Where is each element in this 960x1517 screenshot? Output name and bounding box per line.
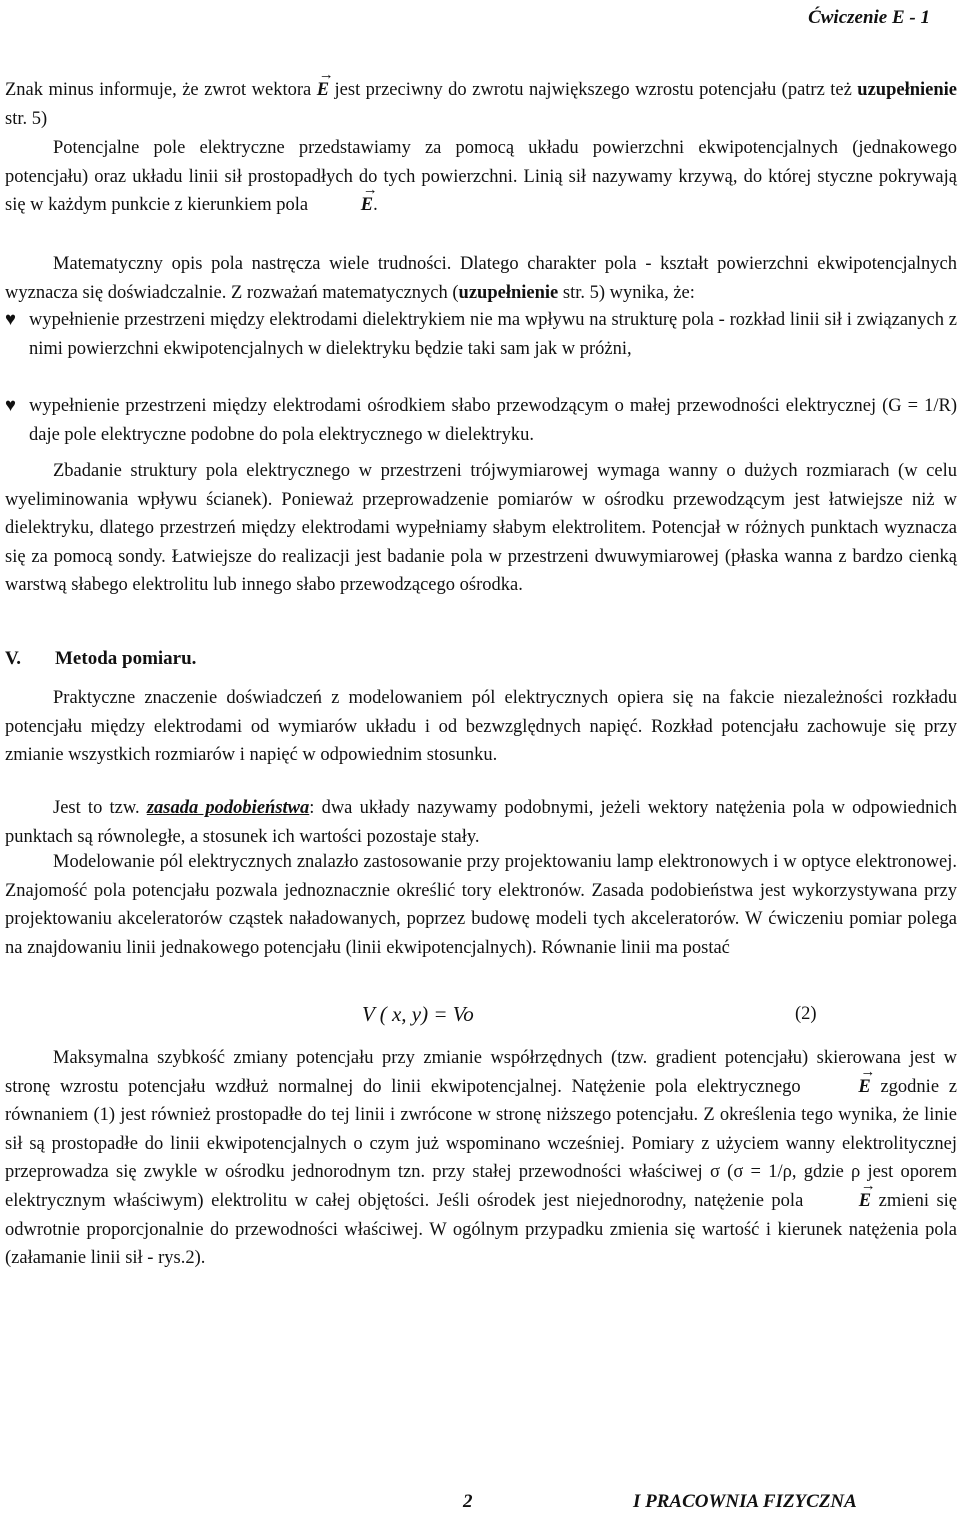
paragraph-5: [5, 794, 957, 851]
defined-term: zasada podobieństwa: [146, 798, 310, 818]
running-header: Ćwiczenie E - 1: [808, 7, 930, 28]
text: str. 5): [5, 108, 48, 129]
text: .: [373, 195, 378, 216]
vector-e-symbol: → E: [317, 76, 329, 105]
vector-e-symbol: → E: [313, 191, 373, 220]
heart-bullet-icon: ♥: [5, 396, 16, 416]
paragraph-2b: [5, 250, 957, 307]
bullet-text: wypełnienie przestrzeni między elektrodami dielektrykiem nie ma wpływu na strukturę pola - rozkład linii sił i związanych z nimi powierzchni ekwipotencjalnych w dielektryku będzie taki sam jak w próżni,: [29, 310, 957, 359]
text: str. 5) wynika, że:: [558, 282, 695, 303]
bold-term: uzupełnienie: [458, 282, 559, 303]
paragraph-3: Zbadanie struktury pola elektrycznego w przestrzeni trójwymiarowej wymaga wanny o dużych rozmiarach (w celu wyeliminowania wpływu ścianek). Ponieważ przeprowadzenie pomiarów w ośrodku przewodzącym jest łatwiejsze niż w dielektryku, dlatego przestrzeń między elektrodami wypełniamy słabym elektrolitem. Potencjał w różnych punktach wyznacza się za pomocą sondy. Łatwiejsze do realizacji jest badanie pola w przestrzeni dwuwymiarowej (płaska wanna z bardzo cienką warstwą słabego elektrolitu lub innego słabo przewodzącego ośrodka.: [5, 461, 957, 596]
bullet-item-2: [5, 392, 957, 449]
bullet-item-1: [5, 306, 957, 363]
paragraph-1: [5, 76, 957, 133]
text: : dwa układy nazywamy podobnymi, jeżeli wektory natężenia pola w odpowiednich punktach są równoległe, a stosunek ich wartości pozostaje stały.: [5, 798, 957, 847]
text: jest przeciwny do zwrotu największego wzrostu potencjału (patrz też: [329, 80, 858, 100]
section-heading: [5, 645, 196, 674]
section-number: V.: [5, 648, 22, 669]
paragraph-4: Praktyczne znaczenie doświadczeń z modelowaniem pól elektrycznych opiera się na fakcie niezależności rozkładu potencjału między elektrodami od wymiarów układu i od bezwzględnych napięć. Rozkład potencjału zachowuje się przy zmianie wszystkich rozmiarów i napięć w odpowiednim stosunku.: [5, 688, 957, 766]
text: zmieni się odwrotnie proporcjonalnie do przewodności właściwej. W ogólnym przypadku zmienia się wartość i kierunek natężenia pola (załamanie linii sił - rys.2).: [5, 1190, 957, 1269]
footer-title: I PRACOWNIA FIZYCZNA: [633, 1491, 857, 1512]
text: zgodnie z równaniem (1) jest również prostopadłe do tej linii i zwrócone w stronę niższego potencjału. Z określenia tego wynika, że linie sił są prostopadłe do linii ekwipotencjalnych o czym już wspominano wcześniej. Pomiary z użyciem wanny elektrolitycznej przeprowadza się zwykle w ośrodku jednorodnym tzn. przy stałej przewodności właściwej σ (σ = 1/ρ, gdzie ρ jest oporem elektrycznym właściwym) elektrolitu w całej objętości. Jeśli ośrodek jest niejednorodny, natężenie pola: [5, 1076, 957, 1211]
text: Potencjalne pole elektryczne przedstawiamy za pomocą układu powierzchni ekwipotencjalnych (jednakowego potencjału) oraz układu linii sił prostopadłych do tych powierzchni. Linią sił nazywamy krzywą, do której styczne pokrywają się w każdym punkcie z kierunkiem pola: [5, 138, 957, 216]
paragraph-2: [5, 134, 957, 220]
section-title: Metoda pomiaru.: [55, 648, 197, 669]
vector-e-symbol: → E: [810, 1073, 870, 1102]
paragraph-6: Modelowanie pól elektrycznych znalazło zastosowanie przy projektowaniu lamp elektronowych i w optyce elektronowej. Znajomość pola potencjału pozwala jednoznacznie określić tory elektronów. Zasada podobieństwa jest wykorzystywana przy projektowaniu akceleratorów cząstek naładowanych, poprzez budowę modeli tych akceleratorów. W ćwiczeniu pomiar polega na znajdowaniu linii jednakowego potencjału (linii ekwipotencjalnych). Równanie linii ma postać: [5, 852, 957, 958]
equation: V ( x, y) = Vo: [362, 1002, 474, 1026]
heart-bullet-icon: ♥: [5, 310, 16, 330]
text: Matematyczny opis pola nastręcza wiele trudności. Dlatego charakter pola - kształt powierzchni ekwipotencjalnych wyznacza się doświadczalnie. Z rozważań matematycznych (: [5, 254, 957, 303]
text: Jest to tzw.: [53, 798, 147, 818]
equation-number: (2): [795, 1004, 817, 1024]
text: Maksymalna szybkość zmiany potencjału przy zmianie współrzędnych (tzw. gradient potencjału) skierowana jest w stronę wzrostu potencjału wzdłuż normalnej do linii ekwipotencjalnej. Natężenie pola elektrycznego: [5, 1048, 957, 1097]
page-number: 2: [463, 1491, 473, 1512]
bullet-text: wypełnienie przestrzeni między elektrodami ośrodkiem słabo przewodzącym o małej przewodności elektrycznej (G = 1/R) daje pole elektryczne podobne do pola elektrycznego w dielektryku.: [29, 396, 957, 445]
bold-term: uzupełnienie: [857, 80, 957, 100]
paragraph-7: [5, 1044, 957, 1273]
vector-e-symbol: → E: [811, 1187, 871, 1216]
text: Znak minus informuje, że zwrot wektora: [5, 80, 317, 100]
